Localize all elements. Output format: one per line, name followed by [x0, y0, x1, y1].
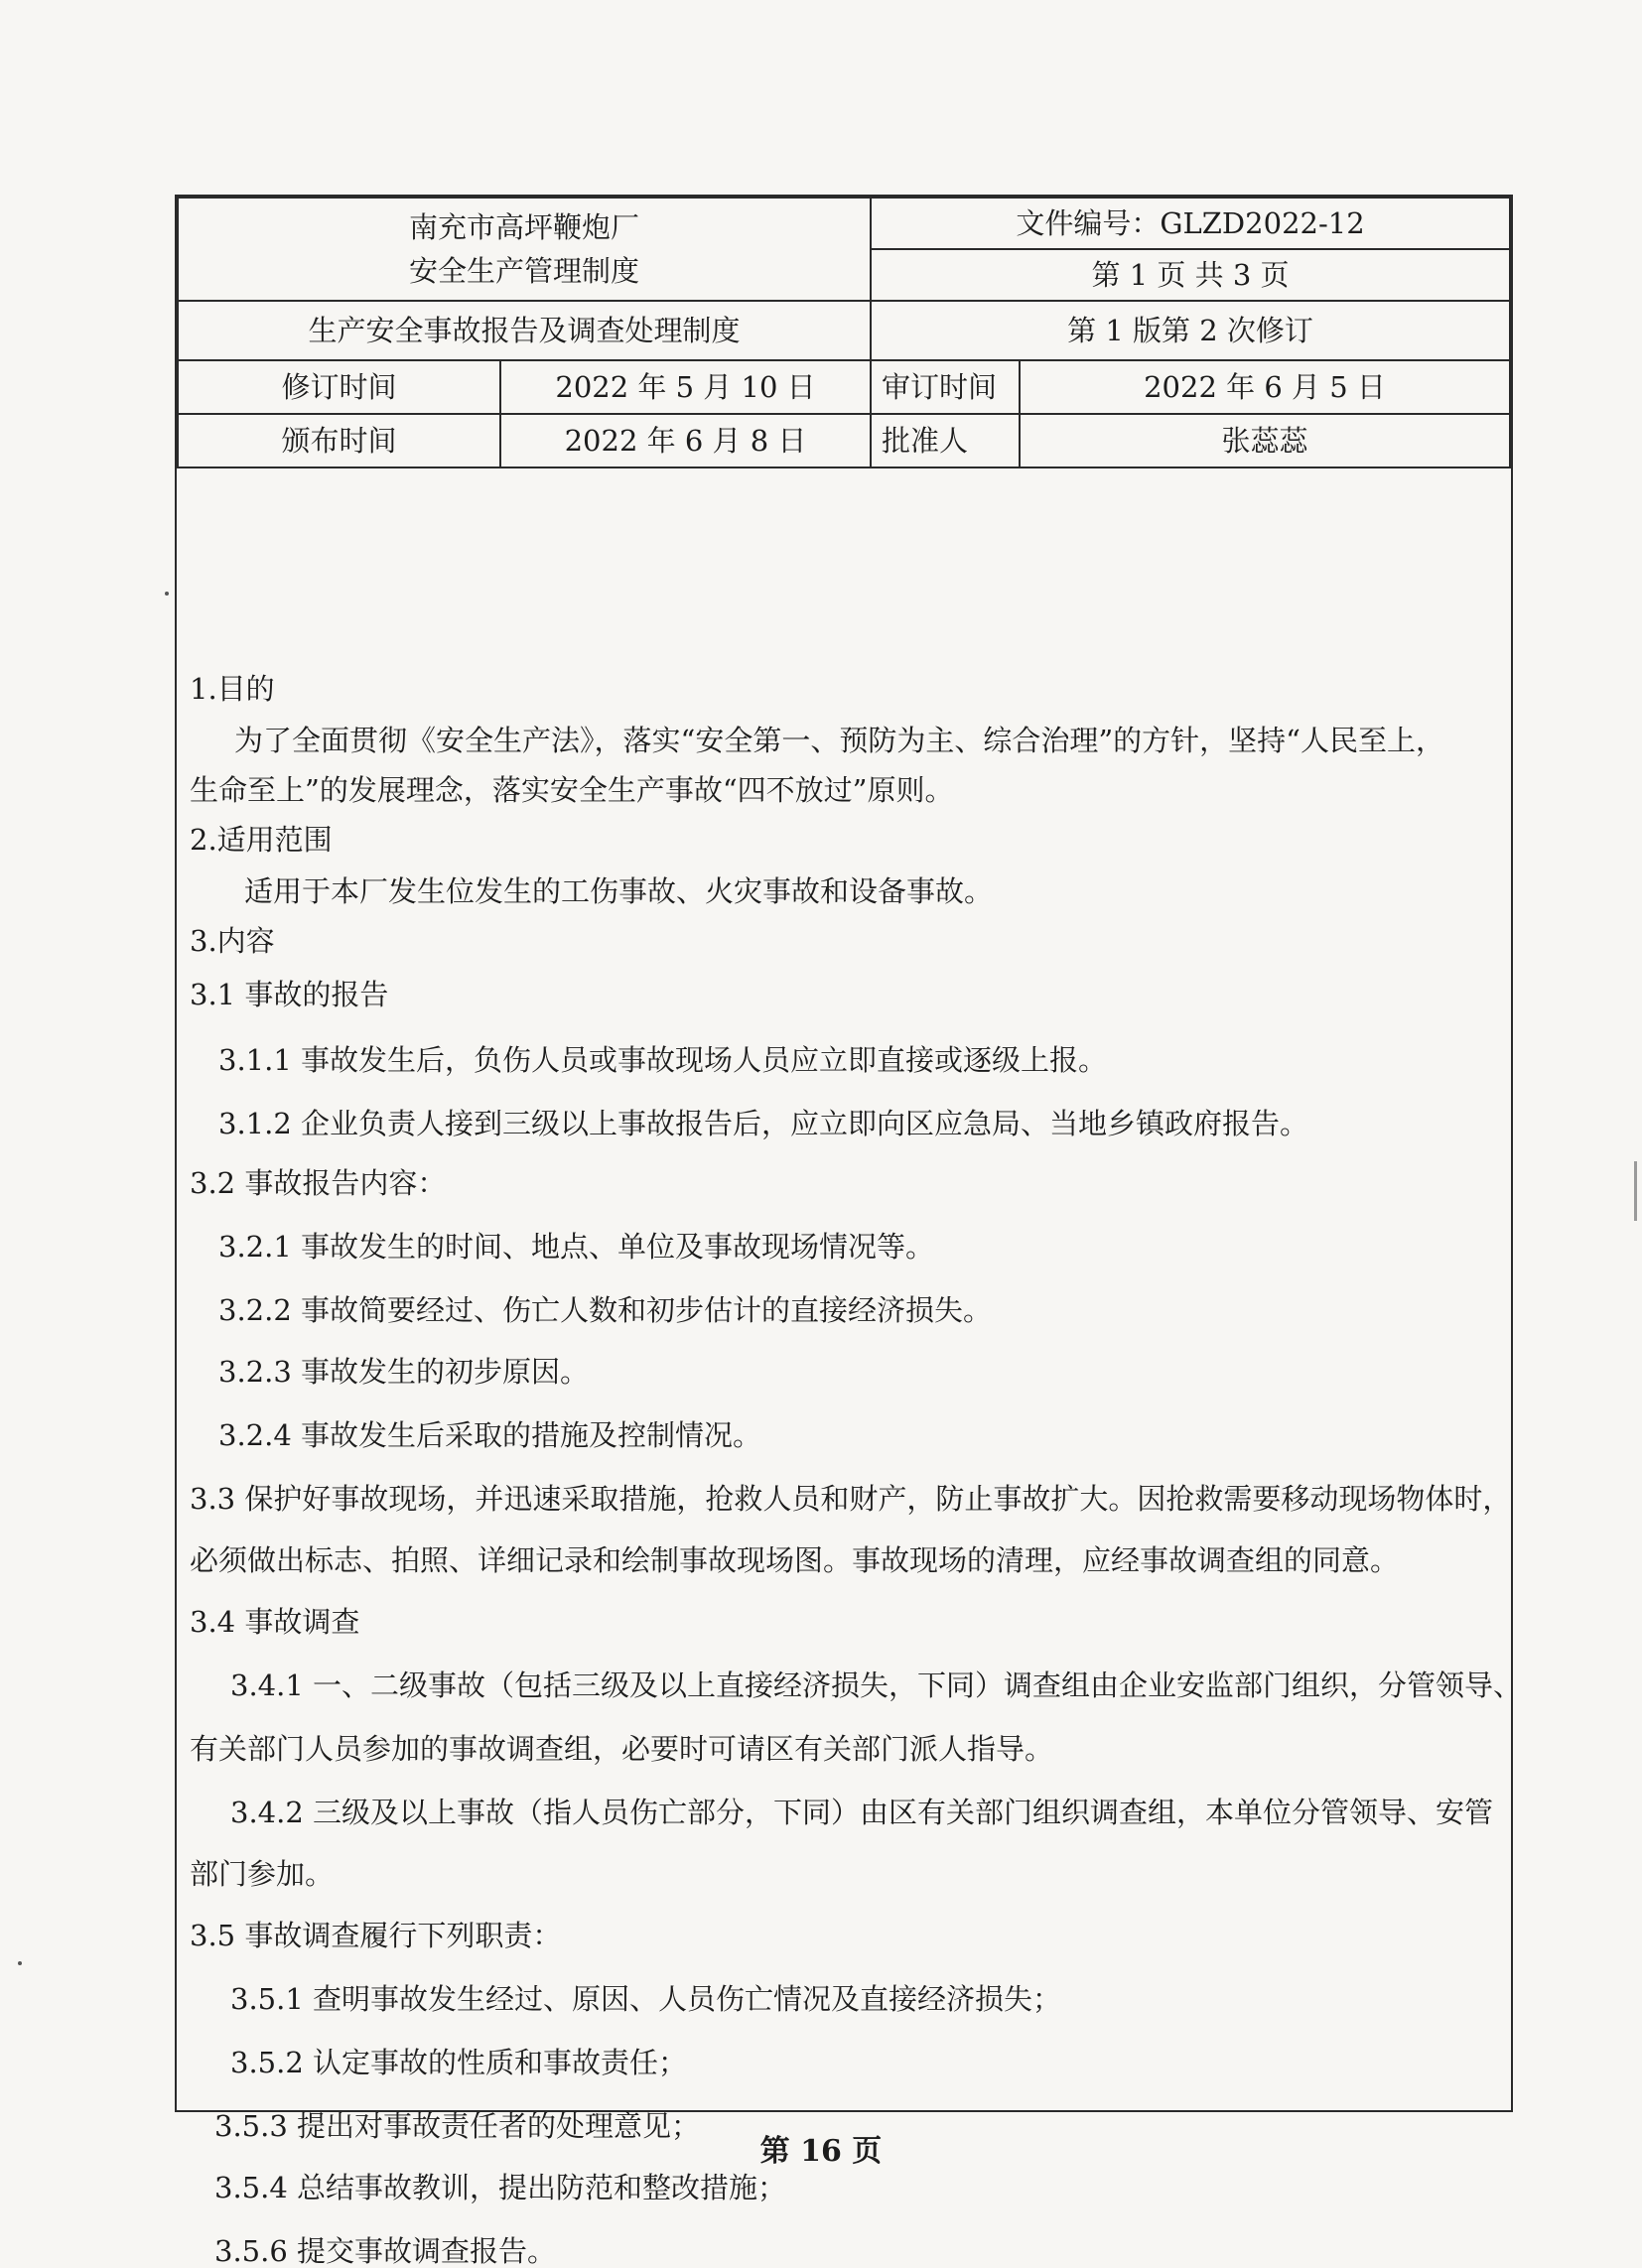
section-3-4-title: 3.4 事故调查	[190, 1605, 360, 1639]
revise-label: 修订时间	[178, 360, 500, 414]
scan-speck	[18, 1961, 22, 1965]
paragraph: 适用于本厂发生位发生的工伤事故、火灾事故和设备事故。	[244, 874, 994, 908]
paragraph: 3.5.1 查明事故发生经过、原因、人员伤亡情况及直接经济损失；	[230, 1982, 1062, 2016]
paragraph: 3.5.6 提交事故调查报告。	[214, 2234, 557, 2268]
system-name: 安全生产管理制度	[409, 254, 640, 288]
section-2-title: 2.适用范围	[190, 823, 333, 857]
review-date: 2022 年 6 月 5 日	[1020, 360, 1510, 414]
paragraph: 3.5.3 提出对事故责任者的处理意见；	[214, 2109, 701, 2143]
paragraph: 3.2.2 事故简要经过、伤亡人数和初步估计的直接经济损失。	[218, 1293, 993, 1327]
paragraph: 3.5.2 认定事故的性质和事故责任；	[230, 2046, 688, 2079]
section-3-1-title: 3.1 事故的报告	[190, 978, 389, 1011]
review-label: 审订时间	[871, 360, 1020, 414]
scan-edge-mark	[1634, 1161, 1637, 1221]
page-number: 第 16 页	[759, 2134, 883, 2169]
paragraph: 生命至上”的发展理念，落实安全生产事故“四不放过”原则。	[190, 773, 954, 807]
file-number: 文件编号：GLZD2022-12	[871, 198, 1510, 249]
approver-label: 批准人	[871, 414, 1020, 467]
publish-date: 2022 年 6 月 8 日	[500, 414, 871, 467]
approver-name: 张蕊蕊	[1020, 414, 1510, 467]
page-info: 第 1 页 共 3 页	[871, 249, 1510, 301]
version-info: 第 1 版第 2 次修订	[871, 301, 1510, 360]
company-cell	[178, 198, 871, 301]
paragraph: 3.2.3 事故发生的初步原因。	[218, 1355, 590, 1389]
paragraph: 为了全面贯彻《安全生产法》，落实“安全第一、预防为主、综合治理”的方针，坚持“人民至上，	[234, 724, 1444, 757]
paragraph: 3.2.4 事故发生后采取的措施及控制情况。	[218, 1418, 762, 1452]
paragraph: 部门参加。	[190, 1857, 335, 1891]
company-name: 南充市高坪鞭炮厂	[409, 209, 640, 244]
document-title: 生产安全事故报告及调查处理制度	[178, 301, 871, 360]
paragraph: 3.1.2 企业负责人接到三级以上事故报告后，应立即向区应急局、当地乡镇政府报告。	[218, 1107, 1309, 1140]
header-table	[177, 197, 1511, 468]
section-3-5-title: 3.5 事故调查履行下列职责：	[190, 1919, 562, 1952]
section-3-title: 3.内容	[190, 924, 275, 958]
paragraph: 3.3 保护好事故现场，并迅速采取措施，抢救人员和财产，防止事故扩大。因抢救需要移动现场物体时，	[190, 1482, 1512, 1516]
section-1-title: 1.目的	[190, 672, 275, 706]
paragraph: 3.1.1 事故发生后，负伤人员或事故现场人员应立即直接或逐级上报。	[218, 1043, 1108, 1077]
paragraph: 3.4.1 一、二级事故（包括三级及以上直接经济损失，下同）调查组由企业安监部门组织，分管领导、	[230, 1668, 1523, 1702]
paragraph: 3.2.1 事故发生的时间、地点、单位及事故现场情况等。	[218, 1230, 935, 1264]
paragraph: 有关部门人员参加的事故调查组，必要时可请区有关部门派人指导。	[190, 1732, 1054, 1766]
revise-date: 2022 年 5 月 10 日	[500, 360, 871, 414]
scan-speck	[165, 592, 169, 596]
paragraph: 必须做出标志、拍照、详细记录和绘制事故现场图。事故现场的清理，应经事故调查组的同意。	[190, 1543, 1400, 1577]
paragraph: 3.5.4 总结事故教训，提出防范和整改措施；	[214, 2171, 787, 2204]
paragraph: 3.4.2 三级及以上事故（指人员伤亡部分，下同）由区有关部门组织调查组，本单位分管领导、安管	[230, 1796, 1494, 1829]
publish-label: 颁布时间	[178, 414, 500, 467]
section-3-2-title: 3.2 事故报告内容：	[190, 1166, 447, 1200]
